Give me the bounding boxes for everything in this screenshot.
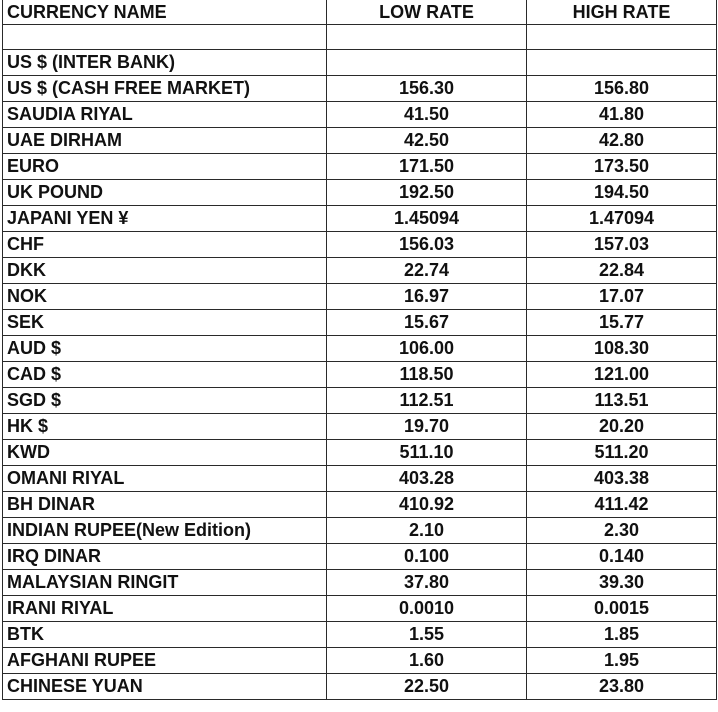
high-rate-cell: 0.0015 bbox=[527, 596, 717, 622]
low-rate-cell: 106.00 bbox=[327, 336, 527, 362]
currency-name-cell: NOK bbox=[3, 284, 327, 310]
table-row bbox=[3, 362, 717, 388]
currency-name-cell: BTK bbox=[3, 622, 327, 648]
low-rate-cell: 511.10 bbox=[327, 440, 527, 466]
high-rate-cell: 15.77 bbox=[527, 310, 717, 336]
high-rate-cell: 41.80 bbox=[527, 102, 717, 128]
currency-name-cell: UAE DIRHAM bbox=[3, 128, 327, 154]
currency-name-cell: CHF bbox=[3, 232, 327, 258]
low-rate-cell: 156.03 bbox=[327, 232, 527, 258]
high-rate-cell: 194.50 bbox=[527, 180, 717, 206]
low-rate-cell: 1.60 bbox=[327, 648, 527, 674]
table-row bbox=[3, 674, 717, 700]
header-low-rate: LOW RATE bbox=[327, 0, 527, 25]
currency-name-cell: SGD $ bbox=[3, 388, 327, 414]
low-rate-cell: 22.74 bbox=[327, 258, 527, 284]
low-rate-cell: 0.100 bbox=[327, 544, 527, 570]
currency-name-cell: CHINESE YUAN bbox=[3, 674, 327, 700]
table-row bbox=[3, 102, 717, 128]
header-high-rate: HIGH RATE bbox=[527, 0, 717, 25]
low-rate-cell: 171.50 bbox=[327, 154, 527, 180]
high-rate-cell: 2.30 bbox=[527, 518, 717, 544]
currency-name-cell: BH DINAR bbox=[3, 492, 327, 518]
low-rate-cell: 2.10 bbox=[327, 518, 527, 544]
high-rate-cell: 1.47094 bbox=[527, 206, 717, 232]
high-rate-cell: 113.51 bbox=[527, 388, 717, 414]
header-currency-name: CURRENCY NAME bbox=[3, 0, 327, 25]
high-rate-cell: 17.07 bbox=[527, 284, 717, 310]
table-row bbox=[3, 544, 717, 570]
low-rate-cell: 15.67 bbox=[327, 310, 527, 336]
currency-name-cell: CAD $ bbox=[3, 362, 327, 388]
table-row bbox=[3, 596, 717, 622]
currency-name-cell: EURO bbox=[3, 154, 327, 180]
high-rate-cell: 23.80 bbox=[527, 674, 717, 700]
table-row bbox=[3, 180, 717, 206]
low-rate-cell: 112.51 bbox=[327, 388, 527, 414]
table-row bbox=[3, 154, 717, 180]
currency-name-cell: KWD bbox=[3, 440, 327, 466]
high-rate-cell: 42.80 bbox=[527, 128, 717, 154]
table-row bbox=[3, 388, 717, 414]
table-row bbox=[3, 570, 717, 596]
spacer-cell bbox=[527, 25, 717, 50]
low-rate-cell bbox=[327, 50, 527, 76]
table-row bbox=[3, 648, 717, 674]
currency-name-cell: MALAYSIAN RINGIT bbox=[3, 570, 327, 596]
low-rate-cell: 192.50 bbox=[327, 180, 527, 206]
currency-name-cell: US $ (INTER BANK) bbox=[3, 50, 327, 76]
currency-name-cell: SEK bbox=[3, 310, 327, 336]
rate-rows bbox=[3, 50, 717, 700]
low-rate-cell: 16.97 bbox=[327, 284, 527, 310]
header-row bbox=[3, 0, 717, 25]
high-rate-cell: 22.84 bbox=[527, 258, 717, 284]
low-rate-cell: 0.0010 bbox=[327, 596, 527, 622]
currency-name-cell: AFGHANI RUPEE bbox=[3, 648, 327, 674]
currency-name-cell: IRQ DINAR bbox=[3, 544, 327, 570]
high-rate-cell: 403.38 bbox=[527, 466, 717, 492]
high-rate-cell: 411.42 bbox=[527, 492, 717, 518]
table-row bbox=[3, 492, 717, 518]
currency-name-cell: OMANI RIYAL bbox=[3, 466, 327, 492]
low-rate-cell: 1.45094 bbox=[327, 206, 527, 232]
high-rate-cell: 108.30 bbox=[527, 336, 717, 362]
table-row bbox=[3, 128, 717, 154]
spacer-row bbox=[3, 25, 717, 50]
spacer-cell bbox=[3, 25, 327, 50]
high-rate-cell: 1.85 bbox=[527, 622, 717, 648]
low-rate-cell: 37.80 bbox=[327, 570, 527, 596]
low-rate-cell: 22.50 bbox=[327, 674, 527, 700]
low-rate-cell: 156.30 bbox=[327, 76, 527, 102]
low-rate-cell: 403.28 bbox=[327, 466, 527, 492]
table-row bbox=[3, 206, 717, 232]
table-row bbox=[3, 414, 717, 440]
table-row bbox=[3, 466, 717, 492]
low-rate-cell: 41.50 bbox=[327, 102, 527, 128]
high-rate-cell: 121.00 bbox=[527, 362, 717, 388]
table-row bbox=[3, 518, 717, 544]
table-row bbox=[3, 258, 717, 284]
currency-name-cell: AUD $ bbox=[3, 336, 327, 362]
high-rate-cell: 1.95 bbox=[527, 648, 717, 674]
currency-name-cell: INDIAN RUPEE(New Edition) bbox=[3, 518, 327, 544]
table-row bbox=[3, 310, 717, 336]
high-rate-cell: 39.30 bbox=[527, 570, 717, 596]
table-row bbox=[3, 232, 717, 258]
table-row bbox=[3, 50, 717, 76]
high-rate-cell: 0.140 bbox=[527, 544, 717, 570]
currency-rate-table bbox=[2, 0, 717, 700]
currency-name-cell: SAUDIA RIYAL bbox=[3, 102, 327, 128]
spacer-cell bbox=[327, 25, 527, 50]
table-row bbox=[3, 622, 717, 648]
low-rate-cell: 42.50 bbox=[327, 128, 527, 154]
high-rate-cell: 173.50 bbox=[527, 154, 717, 180]
table-row bbox=[3, 76, 717, 102]
currency-name-cell: JAPANI YEN ¥ bbox=[3, 206, 327, 232]
table-row bbox=[3, 440, 717, 466]
low-rate-cell: 1.55 bbox=[327, 622, 527, 648]
low-rate-cell: 19.70 bbox=[327, 414, 527, 440]
low-rate-cell: 410.92 bbox=[327, 492, 527, 518]
high-rate-cell: 20.20 bbox=[527, 414, 717, 440]
currency-name-cell: DKK bbox=[3, 258, 327, 284]
currency-name-cell: UK POUND bbox=[3, 180, 327, 206]
high-rate-cell: 511.20 bbox=[527, 440, 717, 466]
table-row bbox=[3, 336, 717, 362]
low-rate-cell: 118.50 bbox=[327, 362, 527, 388]
high-rate-cell bbox=[527, 50, 717, 76]
table-row bbox=[3, 284, 717, 310]
currency-name-cell: HK $ bbox=[3, 414, 327, 440]
high-rate-cell: 156.80 bbox=[527, 76, 717, 102]
high-rate-cell: 157.03 bbox=[527, 232, 717, 258]
currency-name-cell: IRANI RIYAL bbox=[3, 596, 327, 622]
currency-name-cell: US $ (CASH FREE MARKET) bbox=[3, 76, 327, 102]
